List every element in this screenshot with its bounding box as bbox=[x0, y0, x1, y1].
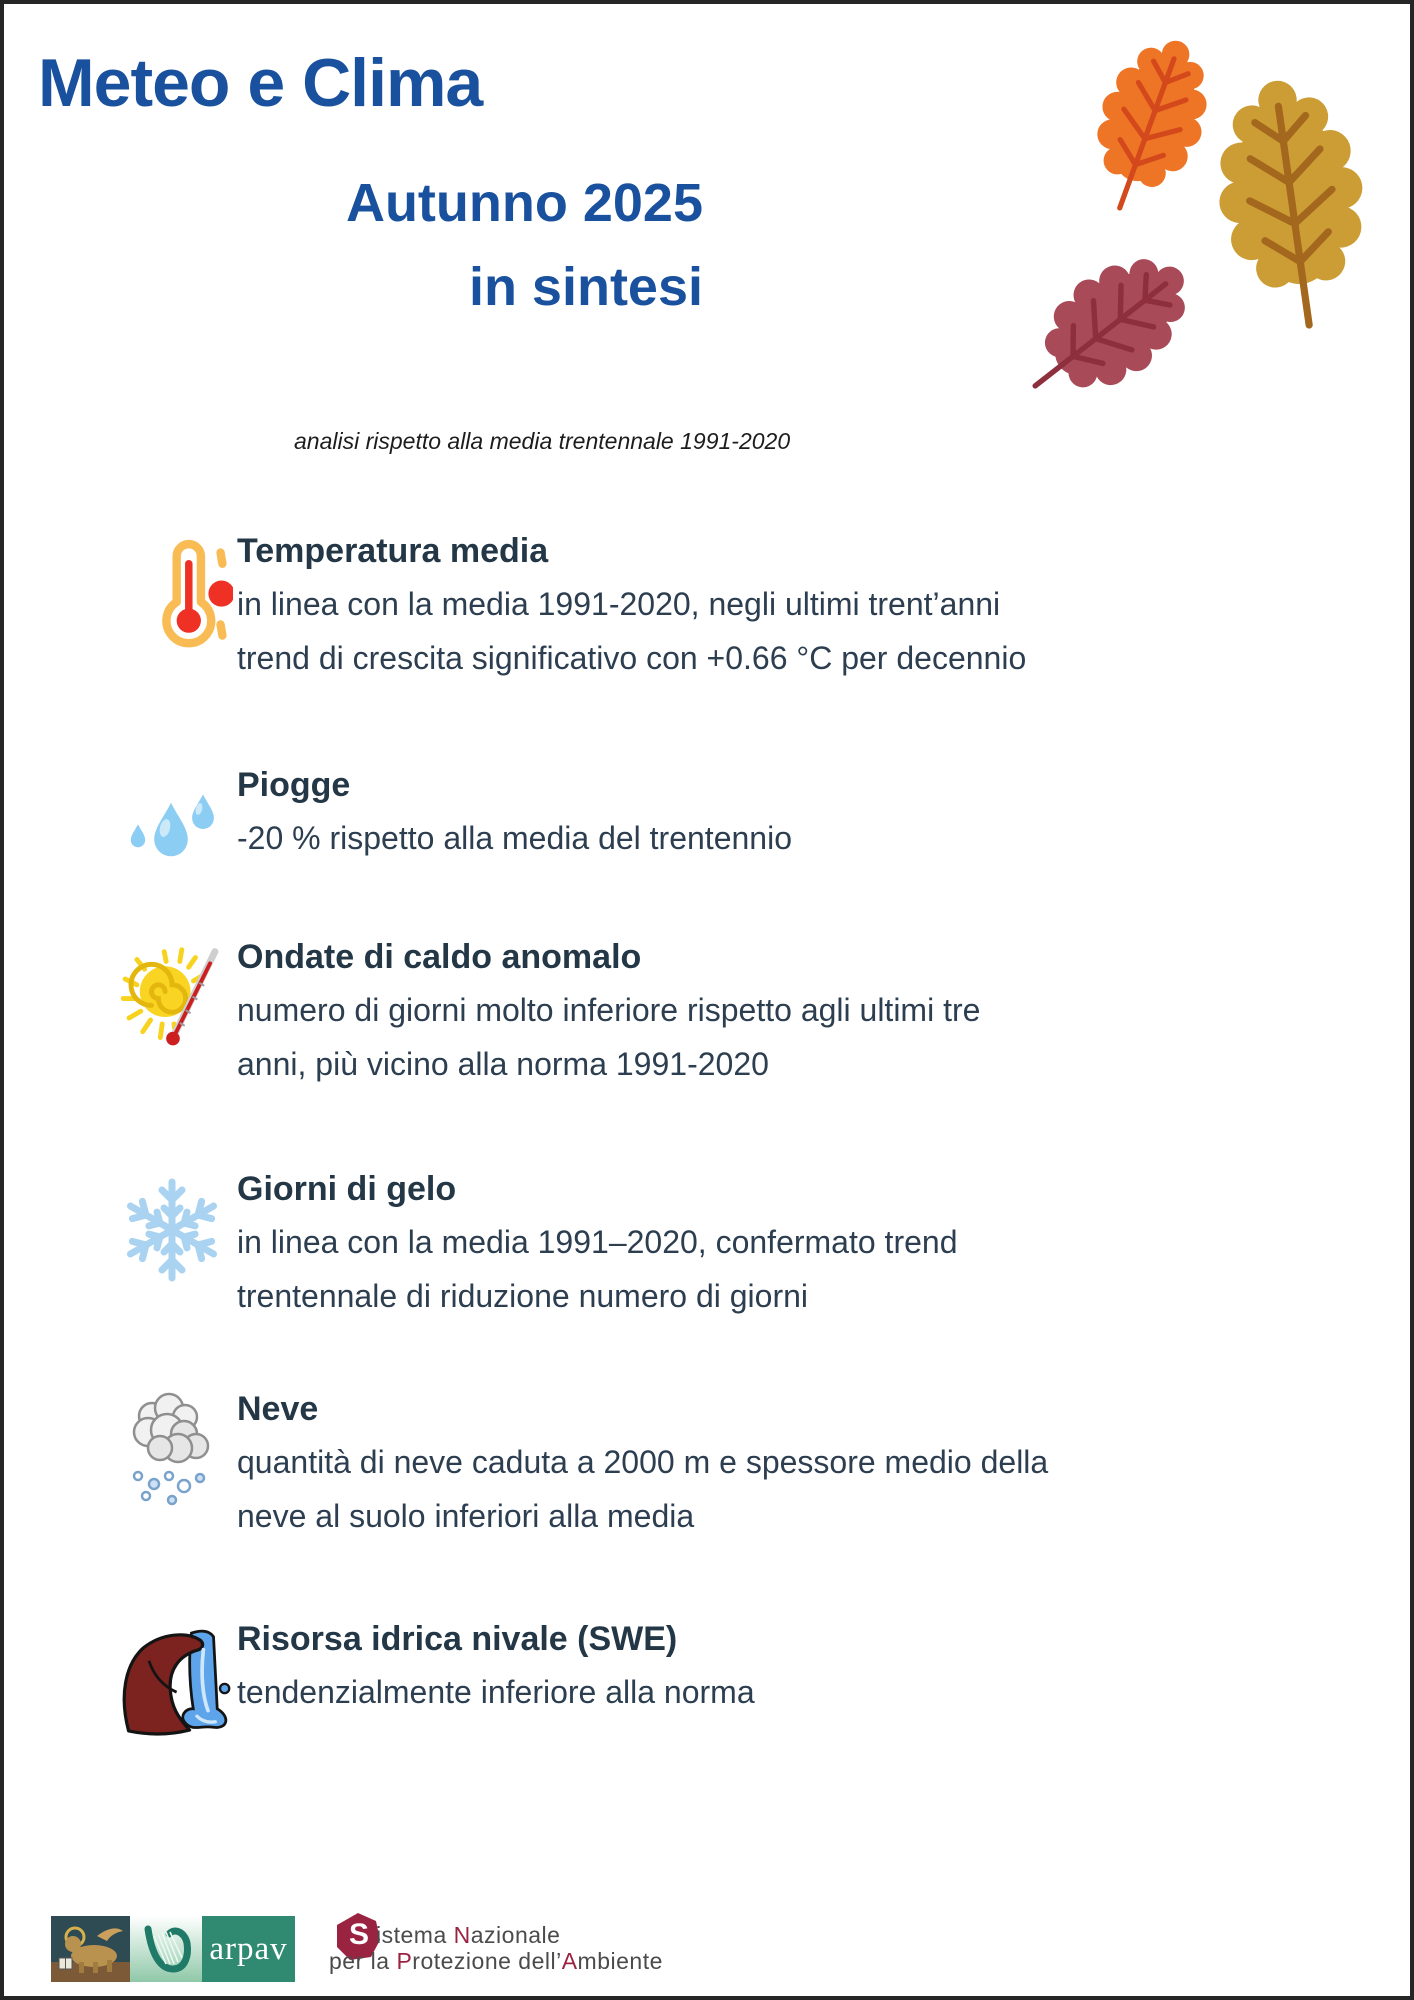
arpav-glyph-panel bbox=[130, 1916, 202, 1982]
raindrops-icon bbox=[125, 776, 220, 871]
snpa-line2: per la Protezione dell’Ambiente bbox=[329, 1948, 663, 1974]
section-title: Risorsa idrica nivale (SWE) bbox=[237, 1620, 678, 1658]
section-body-line: trend di crescita significativo con +0.66 °C per decennio bbox=[237, 640, 1027, 676]
subtitle-insintesi: in sintesi bbox=[468, 256, 703, 317]
section-body-line: numero di giorni molto inferiore rispetto agli ultimi tre bbox=[237, 992, 981, 1028]
gold-leaf bbox=[1204, 71, 1381, 335]
arpav-wordmark-panel bbox=[202, 1916, 295, 1982]
snpa-logo bbox=[329, 1912, 754, 1982]
subtitle-season: Autunno 2025 bbox=[345, 173, 703, 233]
maroon-leaf bbox=[1026, 230, 1214, 429]
snpa-line1: istema Nazionale bbox=[376, 1922, 561, 1948]
section-body-line: in linea con la media 1991–2020, confermato trend bbox=[237, 1224, 958, 1260]
autumn-leaves-illustration bbox=[1026, 12, 1411, 447]
section-body-line: trentennale di riduzione numero di giorni bbox=[237, 1278, 809, 1314]
section-body-line: -20 % rispetto alla media del trentennio bbox=[237, 820, 792, 856]
thermometer-sun-icon bbox=[111, 532, 233, 658]
snow-cloud-icon bbox=[122, 1390, 222, 1508]
analysis-note: analisi rispetto alla media trentennale 1991-2020 bbox=[294, 428, 791, 454]
waterfall-icon bbox=[112, 1620, 232, 1745]
section-body-line: quantità di neve caduta a 2000 m e spessore medio della bbox=[237, 1444, 1049, 1480]
page-title: Meteo e Clima bbox=[38, 45, 483, 121]
arpav-wordmark: arpav bbox=[209, 1930, 288, 1967]
section-body-line: neve al suolo inferiori alla media bbox=[237, 1498, 695, 1534]
arpav-lion-panel bbox=[51, 1916, 130, 1982]
section-title: Giorni di gelo bbox=[237, 1170, 457, 1208]
section-ondate-caldo bbox=[107, 938, 980, 1091]
snpa-s-letter: S bbox=[348, 1918, 369, 1951]
section-giorni-gelo bbox=[107, 1170, 957, 1323]
arpav-logo bbox=[51, 1916, 295, 1982]
subtitle bbox=[346, 162, 703, 329]
section-piogge bbox=[107, 766, 792, 871]
section-body-line: anni, più vicino alla norma 1991-2020 bbox=[237, 1046, 769, 1082]
section-title: Ondate di caldo anomalo bbox=[237, 938, 642, 976]
section-title: Temperatura media bbox=[237, 532, 549, 570]
section-neve bbox=[107, 1390, 1048, 1543]
section-title: Neve bbox=[237, 1390, 319, 1428]
orange-leaf bbox=[1071, 24, 1229, 226]
snowflake-icon bbox=[122, 1170, 222, 1290]
section-risorsa-idrica bbox=[107, 1620, 755, 1745]
sun-thermometer-icon bbox=[113, 938, 231, 1060]
section-body-line: tendenzialmente inferiore alla norma bbox=[237, 1674, 755, 1710]
section-title: Piogge bbox=[237, 766, 351, 804]
section-body-line: in linea con la media 1991-2020, negli ultimi trent’anni bbox=[237, 586, 1001, 622]
section-temperatura bbox=[107, 532, 1026, 685]
